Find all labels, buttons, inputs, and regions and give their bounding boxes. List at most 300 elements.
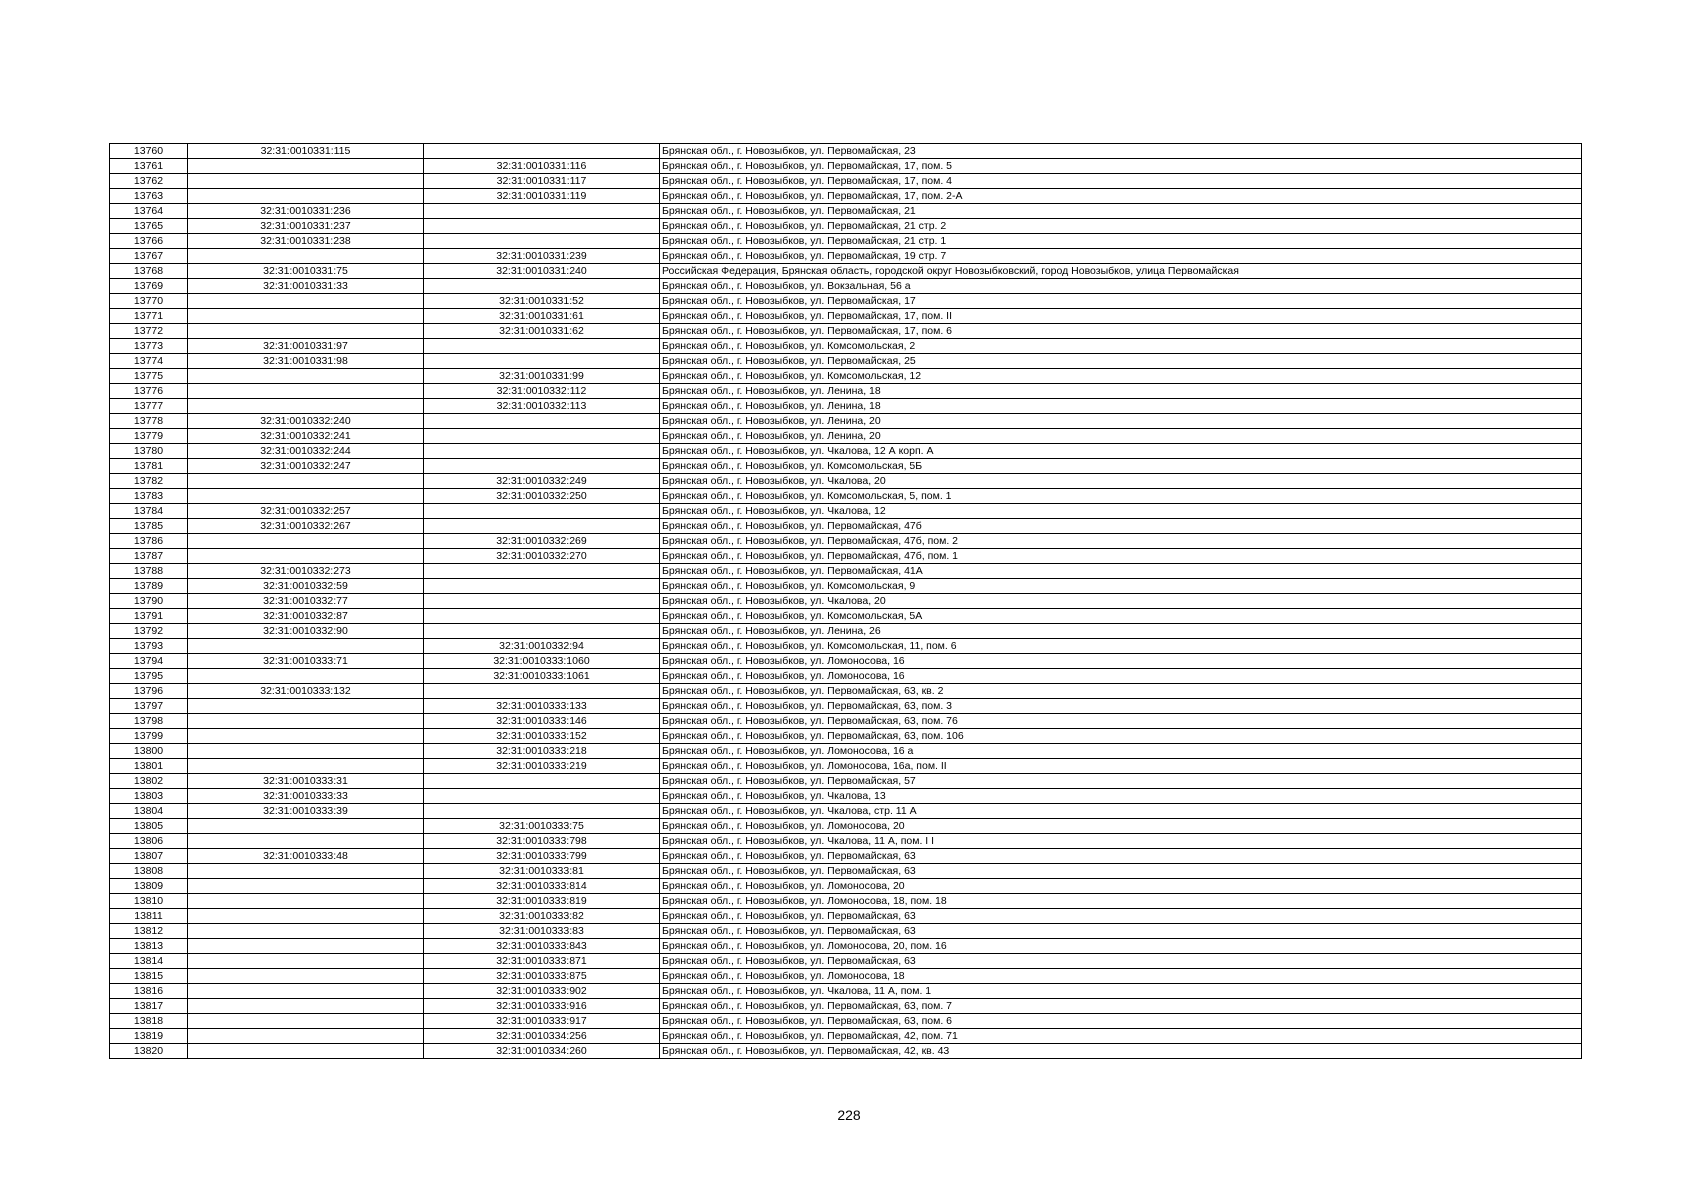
table-row bbox=[110, 144, 1582, 159]
cadastral-number-cell bbox=[188, 834, 424, 849]
address-cell: Брянская обл., г. Новозыбков, ул. Первомайская, 47б, пом. 2 bbox=[660, 534, 1582, 549]
table-row bbox=[110, 459, 1582, 474]
table-row bbox=[110, 234, 1582, 249]
address-cell: Брянская обл., г. Новозыбков, ул. Первомайская, 63, пом. 106 bbox=[660, 729, 1582, 744]
address-cell: Брянская обл., г. Новозыбков, ул. Комсомольская, 5Б bbox=[660, 459, 1582, 474]
cadastral-number-cell: 32:31:0010333:146 bbox=[424, 714, 660, 729]
address-cell: Брянская обл., г. Новозыбков, ул. Комсомольская, 5А bbox=[660, 609, 1582, 624]
cadastral-number-cell: 32:31:0010332:267 bbox=[188, 519, 424, 534]
table-row bbox=[110, 579, 1582, 594]
cadastral-number-cell bbox=[188, 879, 424, 894]
cadastral-number-cell: 32:31:0010333:81 bbox=[424, 864, 660, 879]
table-row bbox=[110, 804, 1582, 819]
row-number-cell: 13793 bbox=[110, 639, 188, 654]
cadastral-number-cell bbox=[424, 684, 660, 699]
table-row bbox=[110, 879, 1582, 894]
cadastral-number-cell bbox=[188, 954, 424, 969]
row-number-cell: 13815 bbox=[110, 969, 188, 984]
table-row bbox=[110, 969, 1582, 984]
address-cell: Брянская обл., г. Новозыбков, ул. Первомайская, 21 стр. 2 bbox=[660, 219, 1582, 234]
row-number-cell: 13785 bbox=[110, 519, 188, 534]
table-row bbox=[110, 594, 1582, 609]
row-number-cell: 13773 bbox=[110, 339, 188, 354]
cadastral-number-cell: 32:31:0010331:52 bbox=[424, 294, 660, 309]
row-number-cell: 13813 bbox=[110, 939, 188, 954]
address-cell: Брянская обл., г. Новозыбков, ул. Ломоносова, 20, пом. 16 bbox=[660, 939, 1582, 954]
table-row bbox=[110, 264, 1582, 279]
row-number-cell: 13814 bbox=[110, 954, 188, 969]
table-row bbox=[110, 654, 1582, 669]
row-number-cell: 13804 bbox=[110, 804, 188, 819]
address-cell: Брянская обл., г. Новозыбков, ул. Первомайская, 63, пом. 76 bbox=[660, 714, 1582, 729]
address-cell: Брянская обл., г. Новозыбков, ул. Ломоносова, 20 bbox=[660, 819, 1582, 834]
table-row bbox=[110, 384, 1582, 399]
row-number-cell: 13799 bbox=[110, 729, 188, 744]
cadastral-number-cell bbox=[424, 789, 660, 804]
cadastral-number-cell: 32:31:0010331:98 bbox=[188, 354, 424, 369]
row-number-cell: 13780 bbox=[110, 444, 188, 459]
address-cell: Брянская обл., г. Новозыбков, ул. Первомайская, 63 bbox=[660, 864, 1582, 879]
cadastral-number-cell: 32:31:0010332:241 bbox=[188, 429, 424, 444]
cadastral-number-cell: 32:31:0010332:273 bbox=[188, 564, 424, 579]
table-row bbox=[110, 504, 1582, 519]
row-number-cell: 13769 bbox=[110, 279, 188, 294]
row-number-cell: 13777 bbox=[110, 399, 188, 414]
table-row bbox=[110, 159, 1582, 174]
table-row bbox=[110, 939, 1582, 954]
table-row bbox=[110, 999, 1582, 1014]
row-number-cell: 13776 bbox=[110, 384, 188, 399]
row-number-cell: 13763 bbox=[110, 189, 188, 204]
cadastral-number-cell: 32:31:0010333:152 bbox=[424, 729, 660, 744]
row-number-cell: 13816 bbox=[110, 984, 188, 999]
cadastral-number-cell bbox=[188, 984, 424, 999]
cadastral-number-cell: 32:31:0010332:90 bbox=[188, 624, 424, 639]
cadastral-number-cell: 32:31:0010333:39 bbox=[188, 804, 424, 819]
cadastral-number-cell bbox=[188, 939, 424, 954]
cadastral-number-cell: 32:31:0010331:119 bbox=[424, 189, 660, 204]
address-cell: Брянская обл., г. Новозыбков, ул. Ломоносова, 16 bbox=[660, 669, 1582, 684]
table-row bbox=[110, 369, 1582, 384]
row-number-cell: 13782 bbox=[110, 474, 188, 489]
cadastral-number-cell bbox=[188, 294, 424, 309]
cadastral-number-cell: 32:31:0010332:59 bbox=[188, 579, 424, 594]
cadastral-number-cell: 32:31:0010333:83 bbox=[424, 924, 660, 939]
address-cell: Брянская обл., г. Новозыбков, ул. Чкалова, стр. 11 А bbox=[660, 804, 1582, 819]
row-number-cell: 13760 bbox=[110, 144, 188, 159]
table-row bbox=[110, 894, 1582, 909]
address-cell: Брянская обл., г. Новозыбков, ул. Комсомольская, 11, пом. 6 bbox=[660, 639, 1582, 654]
cadastral-number-cell bbox=[188, 819, 424, 834]
address-cell: Брянская обл., г. Новозыбков, ул. Чкалова, 13 bbox=[660, 789, 1582, 804]
cadastral-number-cell bbox=[424, 414, 660, 429]
address-cell: Брянская обл., г. Новозыбков, ул. Первомайская, 17 bbox=[660, 294, 1582, 309]
table-row bbox=[110, 699, 1582, 714]
address-cell: Брянская обл., г. Новозыбков, ул. Комсомольская, 5, пом. 1 bbox=[660, 489, 1582, 504]
table-row bbox=[110, 789, 1582, 804]
row-number-cell: 13797 bbox=[110, 699, 188, 714]
table-row bbox=[110, 609, 1582, 624]
row-number-cell: 13818 bbox=[110, 1014, 188, 1029]
cadastral-number-cell bbox=[424, 204, 660, 219]
row-number-cell: 13820 bbox=[110, 1044, 188, 1059]
cadastral-number-cell bbox=[188, 369, 424, 384]
row-number-cell: 13819 bbox=[110, 1029, 188, 1044]
row-number-cell: 13805 bbox=[110, 819, 188, 834]
cadastral-number-cell: 32:31:0010333:1061 bbox=[424, 669, 660, 684]
cadastral-number-cell bbox=[188, 249, 424, 264]
table-row bbox=[110, 864, 1582, 879]
table-row bbox=[110, 834, 1582, 849]
table-row bbox=[110, 324, 1582, 339]
row-number-cell: 13811 bbox=[110, 909, 188, 924]
address-cell: Брянская обл., г. Новозыбков, ул. Первомайская, 63, пом. 6 bbox=[660, 1014, 1582, 1029]
row-number-cell: 13791 bbox=[110, 609, 188, 624]
table-row bbox=[110, 189, 1582, 204]
row-number-cell: 13766 bbox=[110, 234, 188, 249]
address-cell: Брянская обл., г. Новозыбков, ул. Первомайская, 17, пом. 4 bbox=[660, 174, 1582, 189]
address-cell: Брянская обл., г. Новозыбков, ул. Комсомольская, 12 bbox=[660, 369, 1582, 384]
row-number-cell: 13807 bbox=[110, 849, 188, 864]
address-cell: Брянская обл., г. Новозыбков, ул. Первомайская, 57 bbox=[660, 774, 1582, 789]
table-row bbox=[110, 294, 1582, 309]
address-cell: Брянская обл., г. Новозыбков, ул. Комсомольская, 2 bbox=[660, 339, 1582, 354]
cadastral-number-cell: 32:31:0010331:239 bbox=[424, 249, 660, 264]
table-row bbox=[110, 744, 1582, 759]
row-number-cell: 13787 bbox=[110, 549, 188, 564]
table-row bbox=[110, 474, 1582, 489]
row-number-cell: 13764 bbox=[110, 204, 188, 219]
address-cell: Брянская обл., г. Новозыбков, ул. Чкалова, 11 А, пом. I I bbox=[660, 834, 1582, 849]
cadastral-number-cell: 32:31:0010332:247 bbox=[188, 459, 424, 474]
row-number-cell: 13794 bbox=[110, 654, 188, 669]
cadastral-number-cell bbox=[188, 549, 424, 564]
cadastral-number-cell bbox=[424, 444, 660, 459]
row-number-cell: 13801 bbox=[110, 759, 188, 774]
cadastral-number-cell: 32:31:0010333:917 bbox=[424, 1014, 660, 1029]
cadastral-number-cell bbox=[188, 174, 424, 189]
row-number-cell: 13795 bbox=[110, 669, 188, 684]
cadastral-number-cell: 32:31:0010332:250 bbox=[424, 489, 660, 504]
address-cell: Брянская обл., г. Новозыбков, ул. Первомайская, 23 bbox=[660, 144, 1582, 159]
cadastral-number-cell bbox=[424, 429, 660, 444]
address-cell: Брянская обл., г. Новозыбков, ул. Чкалова, 12 bbox=[660, 504, 1582, 519]
cadastral-number-cell bbox=[188, 714, 424, 729]
cadastral-number-cell: 32:31:0010332:257 bbox=[188, 504, 424, 519]
row-number-cell: 13800 bbox=[110, 744, 188, 759]
cadastral-number-cell bbox=[188, 384, 424, 399]
table-row bbox=[110, 984, 1582, 999]
cadastral-number-cell: 32:31:0010333:814 bbox=[424, 879, 660, 894]
table-row bbox=[110, 909, 1582, 924]
cadastral-number-cell bbox=[188, 864, 424, 879]
cadastral-number-cell bbox=[188, 324, 424, 339]
cadastral-number-cell: 32:31:0010331:33 bbox=[188, 279, 424, 294]
address-cell: Брянская обл., г. Новозыбков, ул. Первомайская, 63 bbox=[660, 924, 1582, 939]
row-number-cell: 13796 bbox=[110, 684, 188, 699]
cadastral-number-cell: 32:31:0010334:260 bbox=[424, 1044, 660, 1059]
cadastral-number-cell: 32:31:0010333:218 bbox=[424, 744, 660, 759]
address-cell: Брянская обл., г. Новозыбков, ул. Ломоносова, 16а, пом. II bbox=[660, 759, 1582, 774]
cadastral-number-cell: 32:31:0010333:843 bbox=[424, 939, 660, 954]
cadastral-number-cell bbox=[424, 804, 660, 819]
table-row bbox=[110, 219, 1582, 234]
row-number-cell: 13761 bbox=[110, 159, 188, 174]
address-cell: Брянская обл., г. Новозыбков, ул. Первомайская, 63 bbox=[660, 954, 1582, 969]
cadastral-number-cell bbox=[188, 489, 424, 504]
address-cell: Брянская обл., г. Новозыбков, ул. Первомайская, 17, пом. II bbox=[660, 309, 1582, 324]
cadastral-number-cell: 32:31:0010333:219 bbox=[424, 759, 660, 774]
address-cell: Брянская обл., г. Новозыбков, ул. Первомайская, 42, пом. 71 bbox=[660, 1029, 1582, 1044]
table-row bbox=[110, 204, 1582, 219]
cadastral-number-cell: 32:31:0010332:249 bbox=[424, 474, 660, 489]
row-number-cell: 13772 bbox=[110, 324, 188, 339]
table-row bbox=[110, 414, 1582, 429]
address-cell: Брянская обл., г. Новозыбков, ул. Первомайская, 17, пом. 6 bbox=[660, 324, 1582, 339]
table-row bbox=[110, 429, 1582, 444]
row-number-cell: 13808 bbox=[110, 864, 188, 879]
address-cell: Брянская обл., г. Новозыбков, ул. Чкалова, 20 bbox=[660, 594, 1582, 609]
row-number-cell: 13771 bbox=[110, 309, 188, 324]
cadastral-table bbox=[109, 143, 1582, 1059]
cadastral-number-cell bbox=[424, 234, 660, 249]
row-number-cell: 13762 bbox=[110, 174, 188, 189]
table-row bbox=[110, 519, 1582, 534]
address-cell: Брянская обл., г. Новозыбков, ул. Первомайская, 42, кв. 43 bbox=[660, 1044, 1582, 1059]
cadastral-number-cell bbox=[188, 639, 424, 654]
address-cell: Брянская обл., г. Новозыбков, ул. Первомайская, 41А bbox=[660, 564, 1582, 579]
row-number-cell: 13784 bbox=[110, 504, 188, 519]
row-number-cell: 13790 bbox=[110, 594, 188, 609]
cadastral-number-cell: 32:31:0010332:244 bbox=[188, 444, 424, 459]
table-row bbox=[110, 624, 1582, 639]
cadastral-number-cell: 32:31:0010332:87 bbox=[188, 609, 424, 624]
address-cell: Брянская обл., г. Новозыбков, ул. Ленина, 18 bbox=[660, 399, 1582, 414]
cadastral-number-cell bbox=[188, 309, 424, 324]
cadastral-number-cell: 32:31:0010333:82 bbox=[424, 909, 660, 924]
address-cell: Брянская обл., г. Новозыбков, ул. Вокзальная, 56 а bbox=[660, 279, 1582, 294]
cadastral-number-cell bbox=[424, 339, 660, 354]
table-row bbox=[110, 444, 1582, 459]
table-row bbox=[110, 1044, 1582, 1059]
row-number-cell: 13809 bbox=[110, 879, 188, 894]
row-number-cell: 13786 bbox=[110, 534, 188, 549]
address-cell: Брянская обл., г. Новозыбков, ул. Первомайская, 17, пом. 5 bbox=[660, 159, 1582, 174]
cadastral-number-cell: 32:31:0010333:33 bbox=[188, 789, 424, 804]
row-number-cell: 13783 bbox=[110, 489, 188, 504]
cadastral-number-cell bbox=[188, 924, 424, 939]
row-number-cell: 13778 bbox=[110, 414, 188, 429]
address-cell: Брянская обл., г. Новозыбков, ул. Первомайская, 21 bbox=[660, 204, 1582, 219]
address-cell: Брянская обл., г. Новозыбков, ул. Ленина, 18 bbox=[660, 384, 1582, 399]
cadastral-number-cell: 32:31:0010333:819 bbox=[424, 894, 660, 909]
row-number-cell: 13810 bbox=[110, 894, 188, 909]
cadastral-number-cell: 32:31:0010332:240 bbox=[188, 414, 424, 429]
cadastral-number-cell: 32:31:0010331:61 bbox=[424, 309, 660, 324]
address-cell: Брянская обл., г. Новозыбков, ул. Первомайская, 17, пом. 2-А bbox=[660, 189, 1582, 204]
cadastral-number-cell bbox=[188, 759, 424, 774]
row-number-cell: 13765 bbox=[110, 219, 188, 234]
table-row bbox=[110, 1029, 1582, 1044]
address-cell: Российская Федерация, Брянская область, городской округ Новозыбковский, город Новозыбков, улица Первомайская bbox=[660, 264, 1582, 279]
table-row bbox=[110, 354, 1582, 369]
cadastral-number-cell: 32:31:0010332:77 bbox=[188, 594, 424, 609]
table-row bbox=[110, 339, 1582, 354]
cadastral-number-cell: 32:31:0010333:133 bbox=[424, 699, 660, 714]
row-number-cell: 13775 bbox=[110, 369, 188, 384]
cadastral-number-cell: 32:31:0010331:62 bbox=[424, 324, 660, 339]
cadastral-number-cell: 32:31:0010332:270 bbox=[424, 549, 660, 564]
row-number-cell: 13803 bbox=[110, 789, 188, 804]
address-cell: Брянская обл., г. Новозыбков, ул. Первомайская, 63, пом. 7 bbox=[660, 999, 1582, 1014]
cadastral-number-cell bbox=[424, 354, 660, 369]
table-row bbox=[110, 714, 1582, 729]
cadastral-number-cell bbox=[188, 669, 424, 684]
row-number-cell: 13767 bbox=[110, 249, 188, 264]
table-row bbox=[110, 174, 1582, 189]
cadastral-number-cell: 32:31:0010331:237 bbox=[188, 219, 424, 234]
cadastral-number-cell bbox=[424, 144, 660, 159]
row-number-cell: 13812 bbox=[110, 924, 188, 939]
cadastral-number-cell bbox=[188, 1044, 424, 1059]
cadastral-number-cell: 32:31:0010332:113 bbox=[424, 399, 660, 414]
cadastral-number-cell: 32:31:0010331:236 bbox=[188, 204, 424, 219]
cadastral-number-cell: 32:31:0010333:799 bbox=[424, 849, 660, 864]
table-row bbox=[110, 249, 1582, 264]
address-cell: Брянская обл., г. Новозыбков, ул. Ломоносова, 16 а bbox=[660, 744, 1582, 759]
address-cell: Брянская обл., г. Новозыбков, ул. Ломоносова, 18, пом. 18 bbox=[660, 894, 1582, 909]
cadastral-number-cell bbox=[188, 474, 424, 489]
cadastral-number-cell bbox=[424, 609, 660, 624]
cadastral-number-cell bbox=[424, 219, 660, 234]
row-number-cell: 13792 bbox=[110, 624, 188, 639]
table-row bbox=[110, 1014, 1582, 1029]
table-row bbox=[110, 849, 1582, 864]
cadastral-number-cell bbox=[424, 579, 660, 594]
row-number-cell: 13779 bbox=[110, 429, 188, 444]
cadastral-number-cell bbox=[188, 729, 424, 744]
cadastral-number-cell bbox=[424, 519, 660, 534]
cadastral-number-cell bbox=[424, 279, 660, 294]
address-cell: Брянская обл., г. Новозыбков, ул. Первомайская, 63, пом. 3 bbox=[660, 699, 1582, 714]
row-number-cell: 13774 bbox=[110, 354, 188, 369]
cadastral-number-cell bbox=[424, 504, 660, 519]
table-row bbox=[110, 819, 1582, 834]
address-cell: Брянская обл., г. Новозыбков, ул. Ломоносова, 20 bbox=[660, 879, 1582, 894]
address-cell: Брянская обл., г. Новозыбков, ул. Первомайская, 63 bbox=[660, 909, 1582, 924]
cadastral-number-cell: 32:31:0010333:31 bbox=[188, 774, 424, 789]
cadastral-number-cell: 32:31:0010331:117 bbox=[424, 174, 660, 189]
table-row bbox=[110, 279, 1582, 294]
cadastral-number-cell: 32:31:0010331:238 bbox=[188, 234, 424, 249]
cadastral-number-cell bbox=[188, 894, 424, 909]
address-cell: Брянская обл., г. Новозыбков, ул. Ломоносова, 18 bbox=[660, 969, 1582, 984]
cadastral-number-cell bbox=[188, 1014, 424, 1029]
table-row bbox=[110, 534, 1582, 549]
cadastral-number-cell: 32:31:0010333:1060 bbox=[424, 654, 660, 669]
cadastral-number-cell: 32:31:0010333:48 bbox=[188, 849, 424, 864]
cadastral-number-cell bbox=[188, 909, 424, 924]
cadastral-number-cell: 32:31:0010331:99 bbox=[424, 369, 660, 384]
row-number-cell: 13770 bbox=[110, 294, 188, 309]
row-number-cell: 13789 bbox=[110, 579, 188, 594]
table-row bbox=[110, 489, 1582, 504]
table-row bbox=[110, 684, 1582, 699]
cadastral-number-cell: 32:31:0010333:75 bbox=[424, 819, 660, 834]
cadastral-number-cell bbox=[188, 1029, 424, 1044]
address-cell: Брянская обл., г. Новозыбков, ул. Ленина, 20 bbox=[660, 429, 1582, 444]
table-row bbox=[110, 309, 1582, 324]
cadastral-number-cell bbox=[188, 699, 424, 714]
cadastral-number-cell bbox=[424, 594, 660, 609]
cadastral-number-cell: 32:31:0010334:256 bbox=[424, 1029, 660, 1044]
cadastral-number-cell: 32:31:0010331:240 bbox=[424, 264, 660, 279]
cadastral-number-cell: 32:31:0010333:71 bbox=[188, 654, 424, 669]
address-cell: Брянская обл., г. Новозыбков, ул. Чкалова, 12 А корп. А bbox=[660, 444, 1582, 459]
table-row bbox=[110, 954, 1582, 969]
row-number-cell: 13817 bbox=[110, 999, 188, 1014]
cadastral-number-cell bbox=[424, 624, 660, 639]
cadastral-number-cell bbox=[188, 744, 424, 759]
address-cell: Брянская обл., г. Новозыбков, ул. Ломоносова, 16 bbox=[660, 654, 1582, 669]
row-number-cell: 13798 bbox=[110, 714, 188, 729]
address-cell: Брянская обл., г. Новозыбков, ул. Первомайская, 63 bbox=[660, 849, 1582, 864]
table-row bbox=[110, 924, 1582, 939]
cadastral-number-cell: 32:31:0010333:132 bbox=[188, 684, 424, 699]
row-number-cell: 13768 bbox=[110, 264, 188, 279]
address-cell: Брянская обл., г. Новозыбков, ул. Комсомольская, 9 bbox=[660, 579, 1582, 594]
address-cell: Брянская обл., г. Новозыбков, ул. Ленина, 20 bbox=[660, 414, 1582, 429]
cadastral-number-cell: 32:31:0010332:112 bbox=[424, 384, 660, 399]
cadastral-number-cell bbox=[188, 969, 424, 984]
table-row bbox=[110, 729, 1582, 744]
table-body bbox=[110, 144, 1582, 1059]
address-cell: Брянская обл., г. Новозыбков, ул. Первомайская, 19 стр. 7 bbox=[660, 249, 1582, 264]
cadastral-number-cell: 32:31:0010332:94 bbox=[424, 639, 660, 654]
cadastral-number-cell: 32:31:0010331:75 bbox=[188, 264, 424, 279]
cadastral-number-cell bbox=[188, 189, 424, 204]
table-row bbox=[110, 759, 1582, 774]
cadastral-number-cell bbox=[424, 459, 660, 474]
cadastral-number-cell: 32:31:0010332:269 bbox=[424, 534, 660, 549]
address-cell: Брянская обл., г. Новозыбков, ул. Первомайская, 21 стр. 1 bbox=[660, 234, 1582, 249]
cadastral-number-cell bbox=[188, 999, 424, 1014]
cadastral-number-cell bbox=[188, 534, 424, 549]
cadastral-number-cell: 32:31:0010333:798 bbox=[424, 834, 660, 849]
address-cell: Брянская обл., г. Новозыбков, ул. Первомайская, 63, кв. 2 bbox=[660, 684, 1582, 699]
address-cell: Брянская обл., г. Новозыбков, ул. Чкалова, 20 bbox=[660, 474, 1582, 489]
cadastral-number-cell bbox=[188, 159, 424, 174]
cadastral-number-cell: 32:31:0010333:875 bbox=[424, 969, 660, 984]
cadastral-number-cell: 32:31:0010333:871 bbox=[424, 954, 660, 969]
row-number-cell: 13802 bbox=[110, 774, 188, 789]
cadastral-number-cell bbox=[188, 399, 424, 414]
table-row bbox=[110, 774, 1582, 789]
row-number-cell: 13806 bbox=[110, 834, 188, 849]
table-row bbox=[110, 639, 1582, 654]
page-number: 228 bbox=[837, 1107, 861, 1123]
cadastral-number-cell: 32:31:0010333:916 bbox=[424, 999, 660, 1014]
row-number-cell: 13788 bbox=[110, 564, 188, 579]
address-cell: Брянская обл., г. Новозыбков, ул. Чкалова, 11 А, пом. 1 bbox=[660, 984, 1582, 999]
table-row bbox=[110, 399, 1582, 414]
cadastral-number-cell bbox=[424, 564, 660, 579]
table-row bbox=[110, 564, 1582, 579]
address-cell: Брянская обл., г. Новозыбков, ул. Первомайская, 47б, пом. 1 bbox=[660, 549, 1582, 564]
table-row bbox=[110, 549, 1582, 564]
cadastral-number-cell: 32:31:0010331:115 bbox=[188, 144, 424, 159]
cadastral-number-cell: 32:31:0010331:97 bbox=[188, 339, 424, 354]
